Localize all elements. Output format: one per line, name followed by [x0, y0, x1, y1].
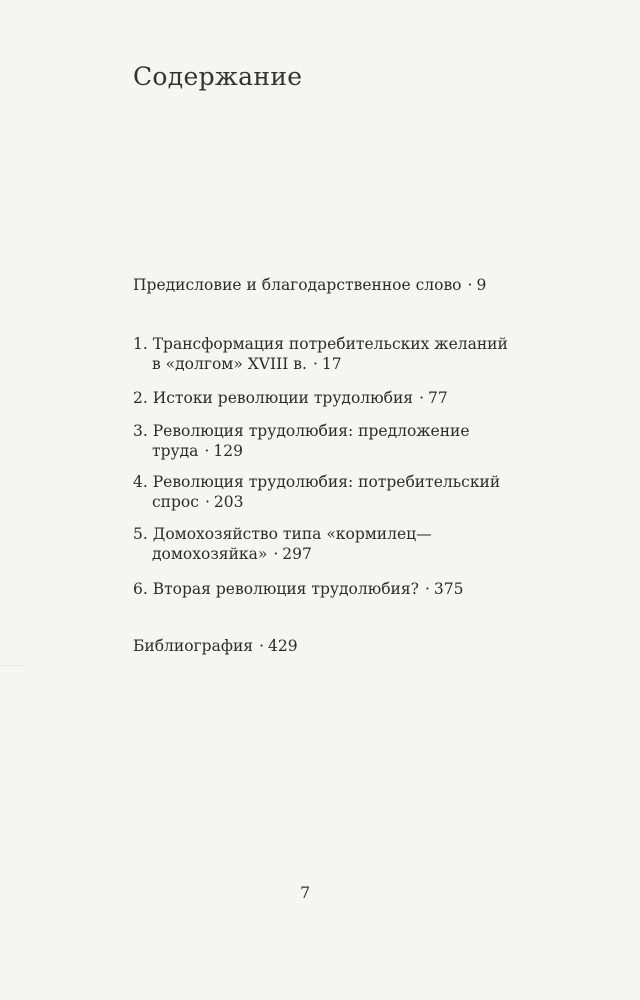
toc-separator: ·: [259, 637, 265, 655]
toc-entry-title-continued: в «долгом» XVIII в.: [152, 355, 307, 373]
toc-separator: ·: [467, 276, 473, 294]
toc-entry-title-continued: труда: [152, 442, 199, 460]
toc-separator: ·: [419, 389, 425, 407]
toc-separator: ·: [204, 442, 210, 460]
toc-page-number: 375: [433, 580, 464, 598]
toc-entry-bibliography[interactable]: [133, 636, 298, 656]
toc-entry-preface[interactable]: [133, 275, 486, 295]
toc-entry-chapter-1[interactable]: [133, 334, 508, 374]
toc-page-number: 129: [213, 442, 243, 460]
toc-entry-chapter-5[interactable]: [133, 524, 432, 564]
toc-separator: ·: [204, 493, 210, 511]
toc-entry-chapter-6[interactable]: [133, 579, 464, 599]
toc-entry-title: 2. Истоки революции трудолюбия: [133, 389, 414, 407]
toc-entry-title: 6. Вторая революция трудолюбия?: [133, 580, 419, 598]
toc-entry-chapter-4[interactable]: [133, 472, 500, 512]
page-title: Содержание: [133, 62, 303, 91]
toc-page-number: 17: [321, 355, 342, 373]
page-edge-mark: [0, 665, 24, 666]
toc-entry-title: 4. Революция трудолюбия: потребительский: [133, 473, 501, 491]
toc-page-number: 429: [268, 637, 298, 655]
toc-separator: ·: [312, 355, 318, 373]
page-number: 7: [300, 883, 311, 902]
toc-separator: ·: [424, 580, 430, 598]
toc-page-number: 203: [213, 493, 244, 511]
toc-entry-title: 5. Домохозяйство типа «кормилец—: [133, 525, 432, 543]
toc-page-number: 297: [282, 545, 312, 563]
toc-entry-title: Библиография: [133, 637, 254, 655]
toc-entry-title: Предисловие и благодарственное слово: [133, 276, 462, 294]
toc-entry-title: 3. Революция трудолюбия: предложение: [133, 422, 470, 440]
toc-entry-chapter-2[interactable]: [133, 388, 448, 408]
toc-entry-title-continued: домохозяйка»: [152, 545, 268, 563]
toc-entry-chapter-3[interactable]: [133, 421, 470, 461]
toc-entry-title-continued: спрос: [152, 493, 199, 511]
toc-entry-title: 1. Трансформация потребительских желаний: [133, 335, 508, 353]
toc-page-number: 77: [428, 389, 448, 407]
toc-page-number: 9: [476, 276, 487, 294]
toc-separator: ·: [273, 545, 279, 563]
